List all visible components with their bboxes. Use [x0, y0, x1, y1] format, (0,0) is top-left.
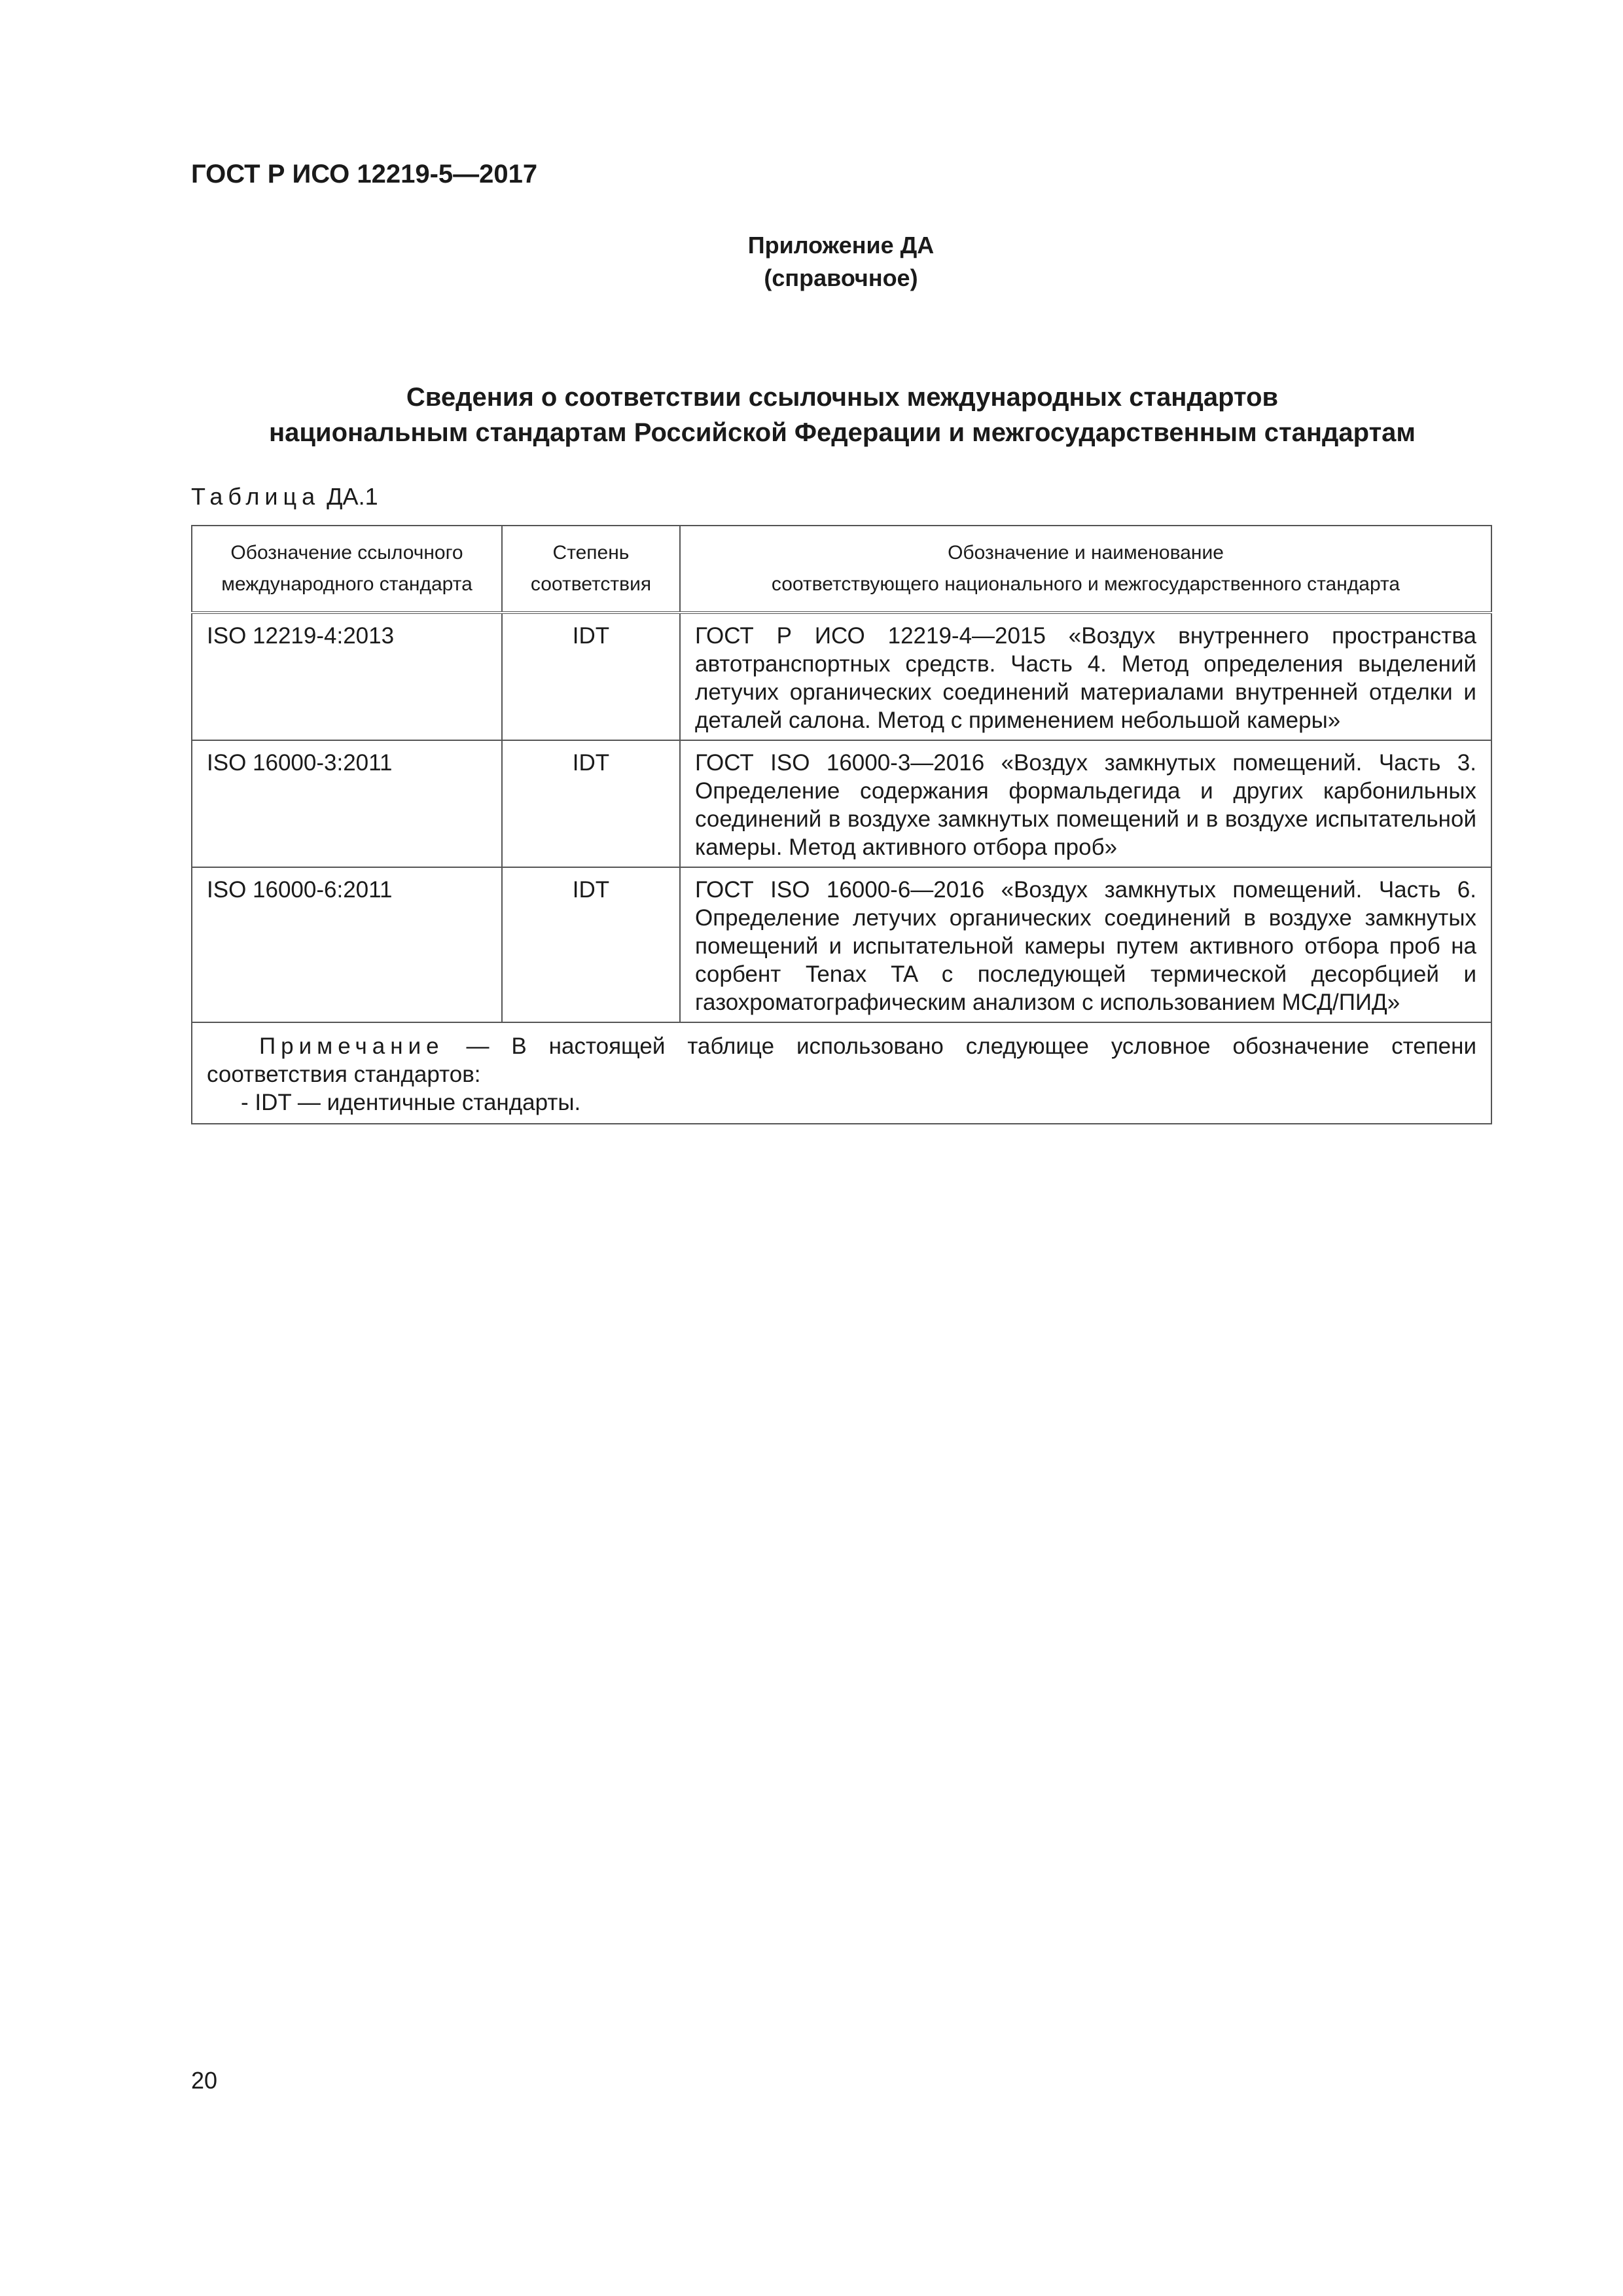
table-row: [192, 867, 1491, 1022]
table-note-row: [192, 1022, 1491, 1124]
table-caption-word: Таблица: [191, 483, 321, 510]
appendix-title: Приложение ДА: [747, 232, 935, 259]
note-item: - IDT — идентичные стандарты.: [241, 1090, 581, 1115]
section-title-line-1: Сведения о соответствии ссылочных международных стандартов: [406, 383, 1279, 412]
column-header-degree: Степень соответствия: [502, 526, 680, 613]
table-caption-number: ДА.1: [327, 483, 378, 510]
document-code: ГОСТ Р ИСО 12219-5—2017: [191, 160, 538, 188]
table-caption: [191, 483, 378, 511]
table-note: [192, 1022, 1491, 1124]
table-row: [192, 740, 1491, 867]
note-label: Примечание: [259, 1033, 444, 1059]
section-title-line-2: национальным стандартам Российской Федерации и межгосударственным стандартам: [268, 418, 1416, 447]
cell-international-standard: ISO 16000-6:2011: [192, 867, 502, 1022]
table-header-row: [192, 526, 1491, 613]
cell-national-standard: ГОСТ ISO 16000-6—2016 «Воздух замкнутых помещений. Часть 6. Определение летучих органических соединений в воздухе замкнутых помещений и испытательной камеры путем активного отбора проб на сорбент Tenax TA с последующей термической десорбцией и газохроматографическим анализом с использованием МСД/ПИД»: [680, 867, 1491, 1022]
note-text: — В настоящей таблице использовано следующее условное обозначение степени соответствия стандартов:: [207, 1033, 1476, 1087]
cell-degree: IDT: [502, 740, 680, 867]
cell-national-standard: ГОСТ Р ИСО 12219-4—2015 «Воздух внутреннего пространства автотранспортных средств. Часть 4. Метод определения выделений летучих органических соединений материалами внутренней отделки и деталей салона. Метод с применением небольшой камеры»: [680, 613, 1491, 740]
cell-national-standard: ГОСТ ISO 16000-3—2016 «Воздух замкнутых помещений. Часть 3. Определение содержания формальдегида и других карбонильных соединений в воздухе замкнутых помещений и в воздухе испытательной камеры. Метод активного отбора проб»: [680, 740, 1491, 867]
column-header-international: Обозначение ссылочного международного стандарта: [192, 526, 502, 613]
cell-degree: IDT: [502, 613, 680, 740]
column-header-national: Обозначение и наименование соответствующего национального и межгосударственного стандарта: [680, 526, 1491, 613]
cell-international-standard: ISO 12219-4:2013: [192, 613, 502, 740]
cell-degree: IDT: [502, 867, 680, 1022]
appendix-type: (справочное): [764, 264, 918, 291]
table-row: [192, 613, 1491, 740]
page-number: 20: [191, 2067, 218, 2094]
cell-international-standard: ISO 16000-3:2011: [192, 740, 502, 867]
standards-table: [191, 525, 1492, 1124]
appendix-heading: [0, 229, 1623, 295]
section-title: [191, 380, 1493, 450]
